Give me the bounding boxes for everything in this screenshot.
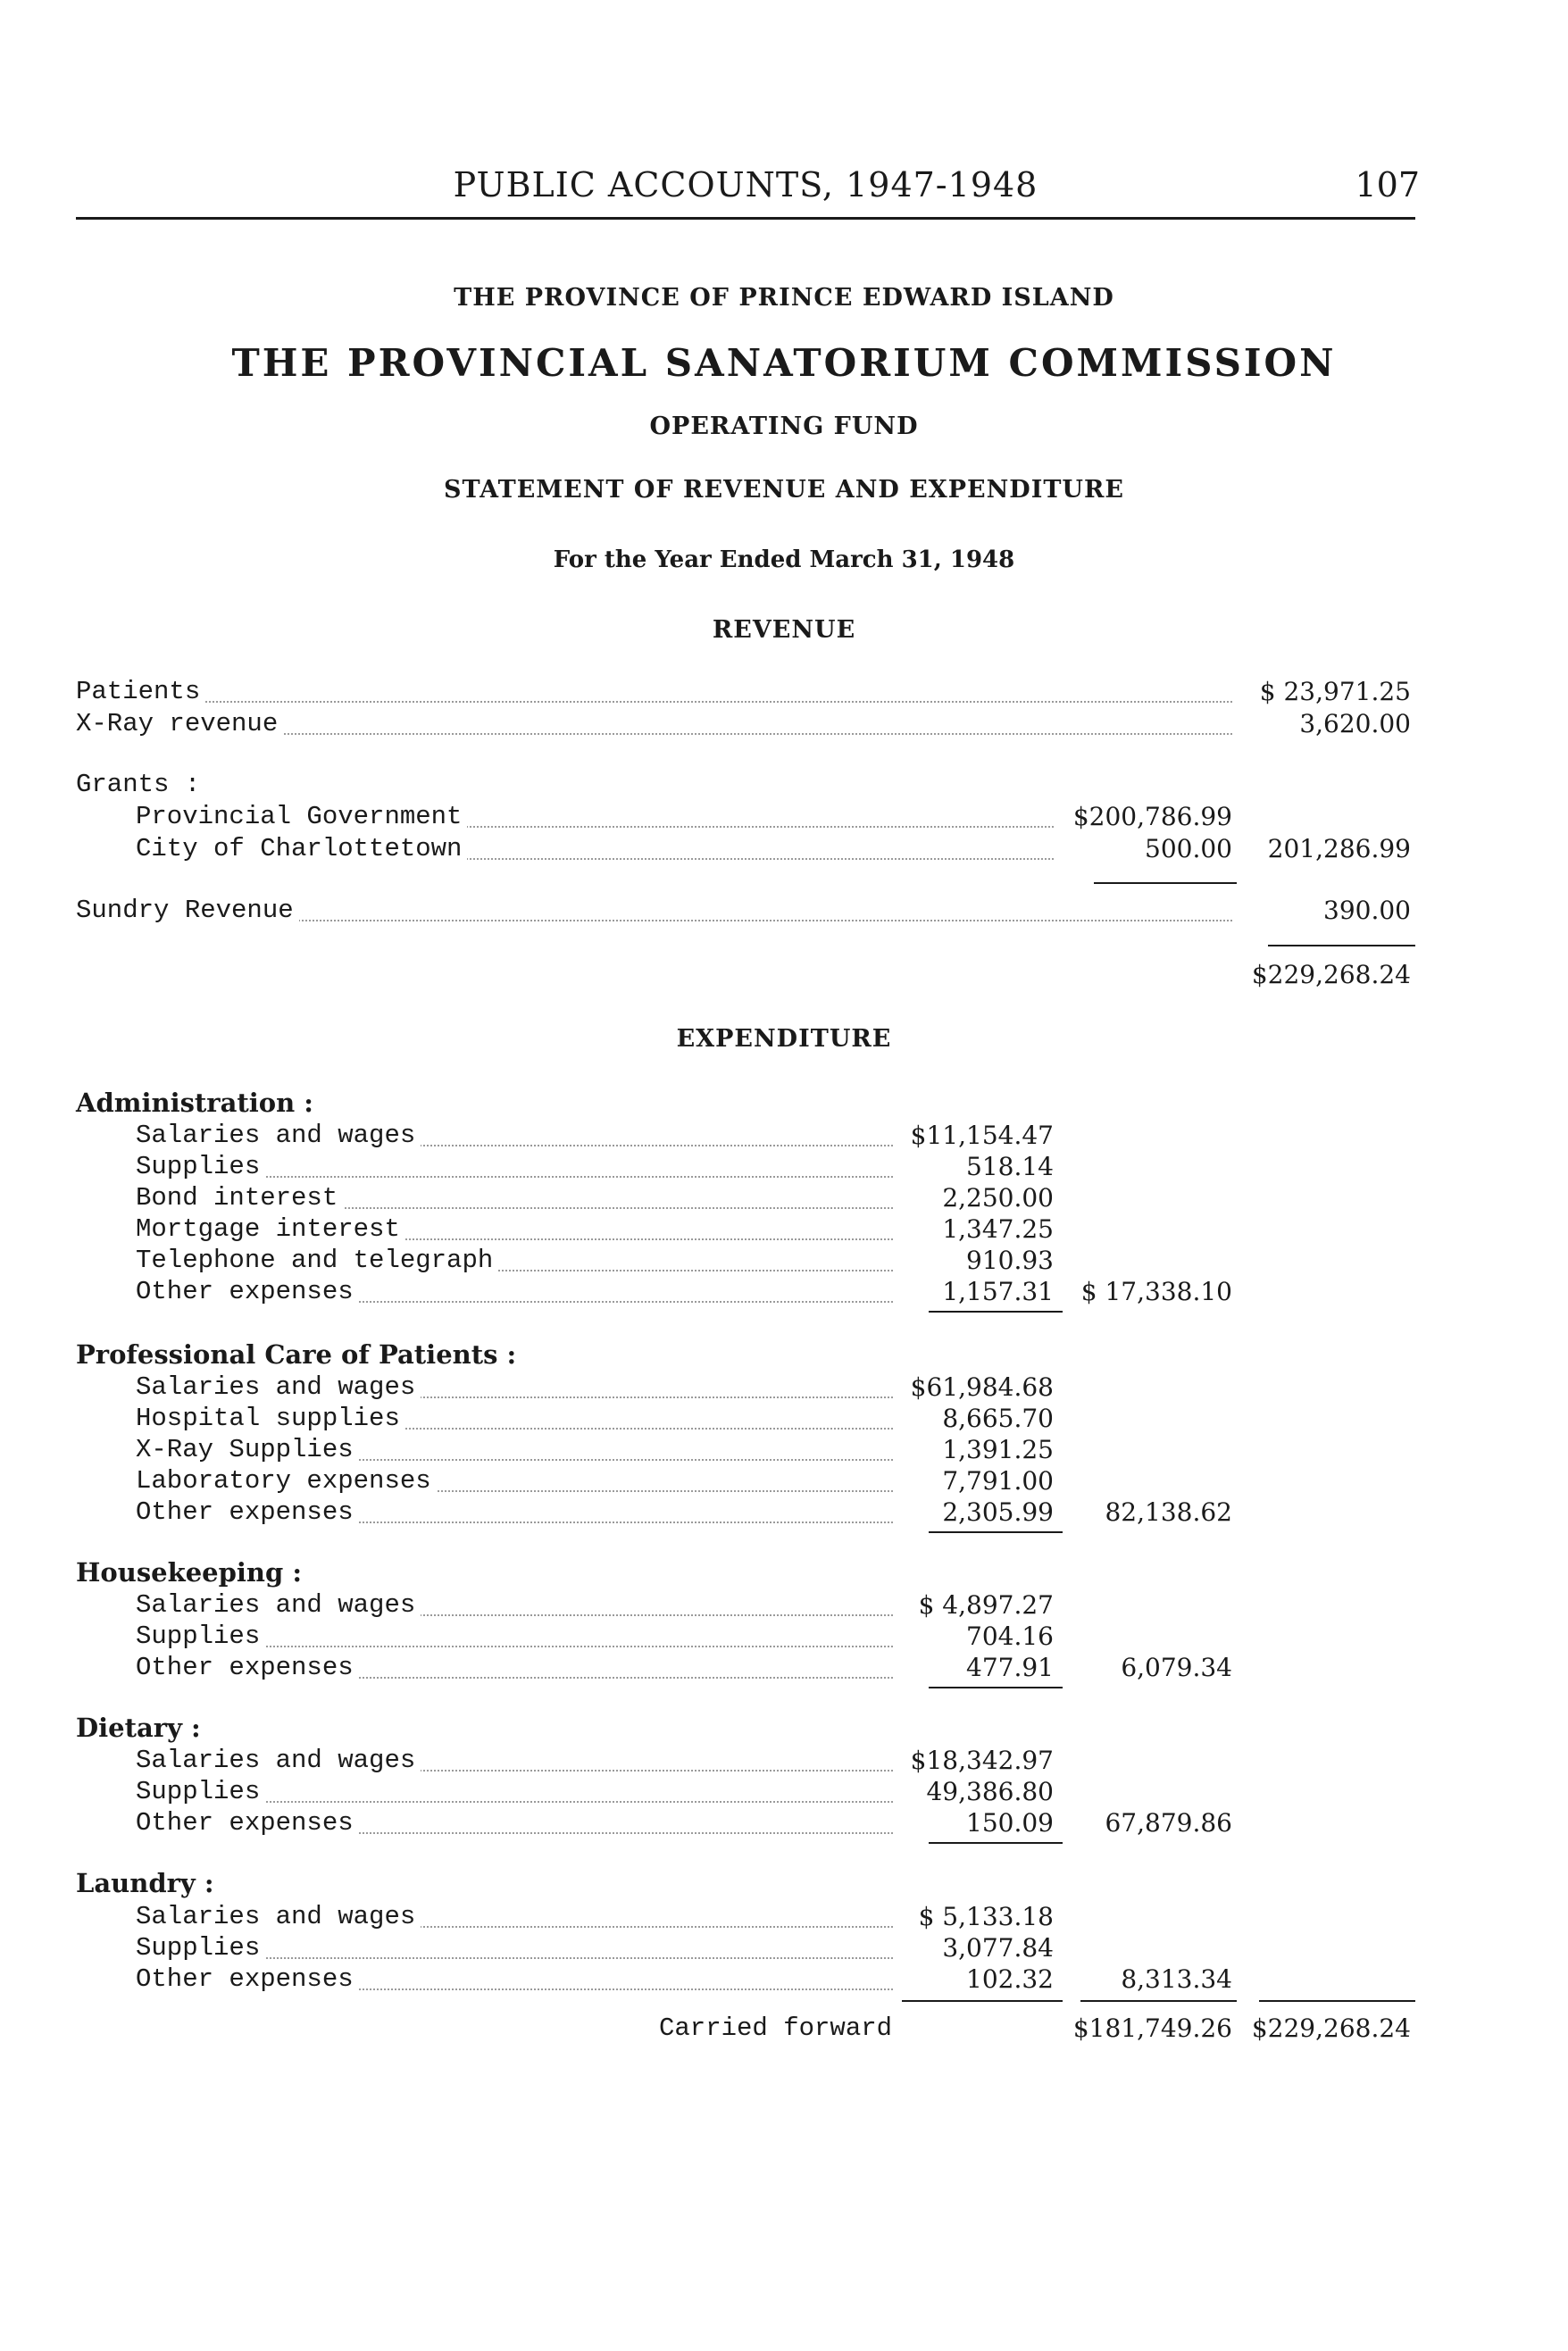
revenue-label: X-Ray revenue — [76, 709, 283, 738]
revenue-total: $229,268.24 — [1251, 960, 1411, 989]
group-title-professional-care: Professional Care of Patients : — [76, 1339, 517, 1370]
revenue-row-city — [0, 834, 1568, 866]
expense-row — [0, 1902, 1568, 1934]
expense-row — [0, 1183, 1568, 1215]
expense-row — [0, 1372, 1568, 1405]
expense-amount: 477.91 — [966, 1653, 1054, 1682]
expense-label: Hospital supplies — [136, 1404, 405, 1433]
expense-amount: 8,665.70 — [942, 1404, 1054, 1433]
revenue-amount: 3,620.00 — [1299, 709, 1411, 738]
carried-forward-row — [0, 2013, 1568, 2046]
expense-amount: 704.16 — [966, 1622, 1054, 1651]
group-title-laundry: Laundry : — [76, 1868, 214, 1898]
expense-amount: 1,157.31 — [942, 1277, 1054, 1306]
expense-amount: $18,342.97 — [910, 1746, 1054, 1775]
expense-row — [0, 1497, 1568, 1530]
subtotal-rule — [1080, 2000, 1237, 2002]
subtotal-rule — [902, 2000, 1063, 2002]
expense-amount: 2,305.99 — [942, 1497, 1054, 1527]
expense-row — [0, 1590, 1568, 1622]
expense-label: Other expenses — [136, 1808, 359, 1838]
grants-label-row — [0, 770, 1568, 802]
expenditure-heading: EXPENDITURE — [676, 1025, 892, 1053]
expense-label: Bond interest — [136, 1183, 343, 1213]
expense-label: Salaries and wages — [136, 1590, 421, 1620]
revenue-heading: REVENUE — [712, 616, 856, 644]
header-rule — [76, 217, 1415, 220]
expense-amount: 150.09 — [966, 1808, 1054, 1838]
province-title: THE PROVINCE OF PRINCE EDWARD ISLAND — [454, 284, 1114, 312]
page-number: 107 — [1355, 165, 1420, 204]
leader-dots — [80, 701, 1232, 703]
expense-row — [0, 1622, 1568, 1654]
group-total: 8,313.34 — [1121, 1964, 1232, 1994]
subtotal-rule — [1094, 882, 1237, 884]
commission-title: THE PROVINCIAL SANATORIUM COMMISSION — [231, 341, 1337, 385]
expense-amount: 518.14 — [966, 1152, 1054, 1181]
group-total: 82,138.62 — [1105, 1497, 1232, 1527]
expense-amount: 3,077.84 — [942, 1933, 1054, 1963]
expense-row — [0, 1246, 1568, 1278]
group-total: 67,879.86 — [1105, 1808, 1232, 1838]
expense-row — [0, 1121, 1568, 1153]
expense-label: Supplies — [136, 1622, 265, 1651]
revenue-row-xray — [0, 709, 1568, 741]
expense-row — [0, 1653, 1568, 1685]
expense-row — [0, 1964, 1568, 1997]
expense-amount: $61,984.68 — [910, 1372, 1054, 1402]
expense-row — [0, 1404, 1568, 1436]
expense-label: Supplies — [136, 1933, 265, 1963]
subtotal-rule — [1259, 2000, 1415, 2002]
revenue-row-provincial — [0, 802, 1568, 834]
revenue-amount: $200,786.99 — [1072, 802, 1232, 831]
expense-amount: 1,347.25 — [942, 1214, 1054, 1244]
expense-label: Salaries and wages — [136, 1746, 421, 1775]
revenue-row-patients — [0, 677, 1568, 709]
revenue-amount: 500.00 — [1145, 834, 1232, 863]
fund-title: OPERATING FUND — [649, 413, 919, 440]
expense-label: Other expenses — [136, 1497, 359, 1527]
expense-label: Other expenses — [136, 1964, 359, 1994]
expense-amount: $ 5,133.18 — [918, 1902, 1054, 1931]
expense-label: Salaries and wages — [136, 1121, 421, 1150]
group-title-dietary: Dietary : — [76, 1713, 201, 1743]
expense-label: Mortgage interest — [136, 1214, 405, 1244]
expense-label: Other expenses — [136, 1653, 359, 1682]
expense-row — [0, 1746, 1568, 1778]
revenue-row-sundry — [0, 896, 1568, 928]
expense-label: Telephone and telegraph — [136, 1246, 498, 1275]
expense-row — [0, 1214, 1568, 1246]
expense-row — [0, 1808, 1568, 1840]
grants-total: 201,286.99 — [1267, 834, 1411, 863]
revenue-amount: $ 23,971.25 — [1259, 677, 1411, 706]
grants-label: Grants : — [76, 770, 205, 799]
expense-amount: $ 4,897.27 — [918, 1590, 1054, 1620]
group-total: $ 17,338.10 — [1080, 1277, 1232, 1306]
expense-row — [0, 1435, 1568, 1467]
revenue-label: City of Charlottetown — [136, 834, 467, 863]
expense-amount: 910.93 — [966, 1246, 1054, 1275]
expense-label: Salaries and wages — [136, 1372, 421, 1402]
subtotal-rule — [929, 1842, 1063, 1844]
period-line: For the Year Ended March 31, 1948 — [553, 546, 1015, 573]
running-head-title: PUBLIC ACCOUNTS, 1947-1948 — [453, 165, 1038, 204]
expense-amount: $11,154.47 — [910, 1121, 1054, 1150]
expense-label: Supplies — [136, 1777, 265, 1806]
revenue-label: Sundry Revenue — [76, 896, 299, 925]
group-title-administration: Administration : — [76, 1088, 314, 1118]
expense-amount: 49,386.80 — [926, 1777, 1054, 1806]
revenue-amount: 390.00 — [1323, 896, 1411, 925]
expense-row — [0, 1152, 1568, 1184]
subtotal-rule — [929, 1311, 1063, 1313]
carried-forward-total: $229,268.24 — [1251, 2013, 1411, 2043]
revenue-label: Patients — [76, 677, 205, 706]
expense-amount: 102.32 — [966, 1964, 1054, 1994]
expense-label: Laboratory expenses — [136, 1466, 437, 1496]
subtotal-rule — [929, 1531, 1063, 1533]
total-rule — [1268, 945, 1415, 946]
revenue-label: Provincial Government — [136, 802, 467, 831]
statement-title: STATEMENT OF REVENUE AND EXPENDITURE — [444, 476, 1124, 504]
expense-row — [0, 1933, 1568, 1965]
carried-forward-label: Carried forward — [659, 2013, 897, 2043]
expense-label: X-Ray Supplies — [136, 1435, 359, 1464]
revenue-total-row — [0, 960, 1568, 992]
expense-row — [0, 1777, 1568, 1809]
subtotal-rule — [929, 1687, 1063, 1688]
running-header — [76, 165, 1420, 219]
expense-label: Other expenses — [136, 1277, 359, 1306]
expense-row — [0, 1277, 1568, 1309]
expense-amount: 2,250.00 — [942, 1183, 1054, 1213]
expense-label: Salaries and wages — [136, 1902, 421, 1931]
expense-label: Supplies — [136, 1152, 265, 1181]
expense-amount: 7,791.00 — [942, 1466, 1054, 1496]
expense-amount: 1,391.25 — [942, 1435, 1054, 1464]
group-total: 6,079.34 — [1121, 1653, 1232, 1682]
expense-row — [0, 1466, 1568, 1498]
carried-forward-amount: $181,749.26 — [1072, 2013, 1232, 2043]
group-title-housekeeping: Housekeeping : — [76, 1557, 303, 1588]
